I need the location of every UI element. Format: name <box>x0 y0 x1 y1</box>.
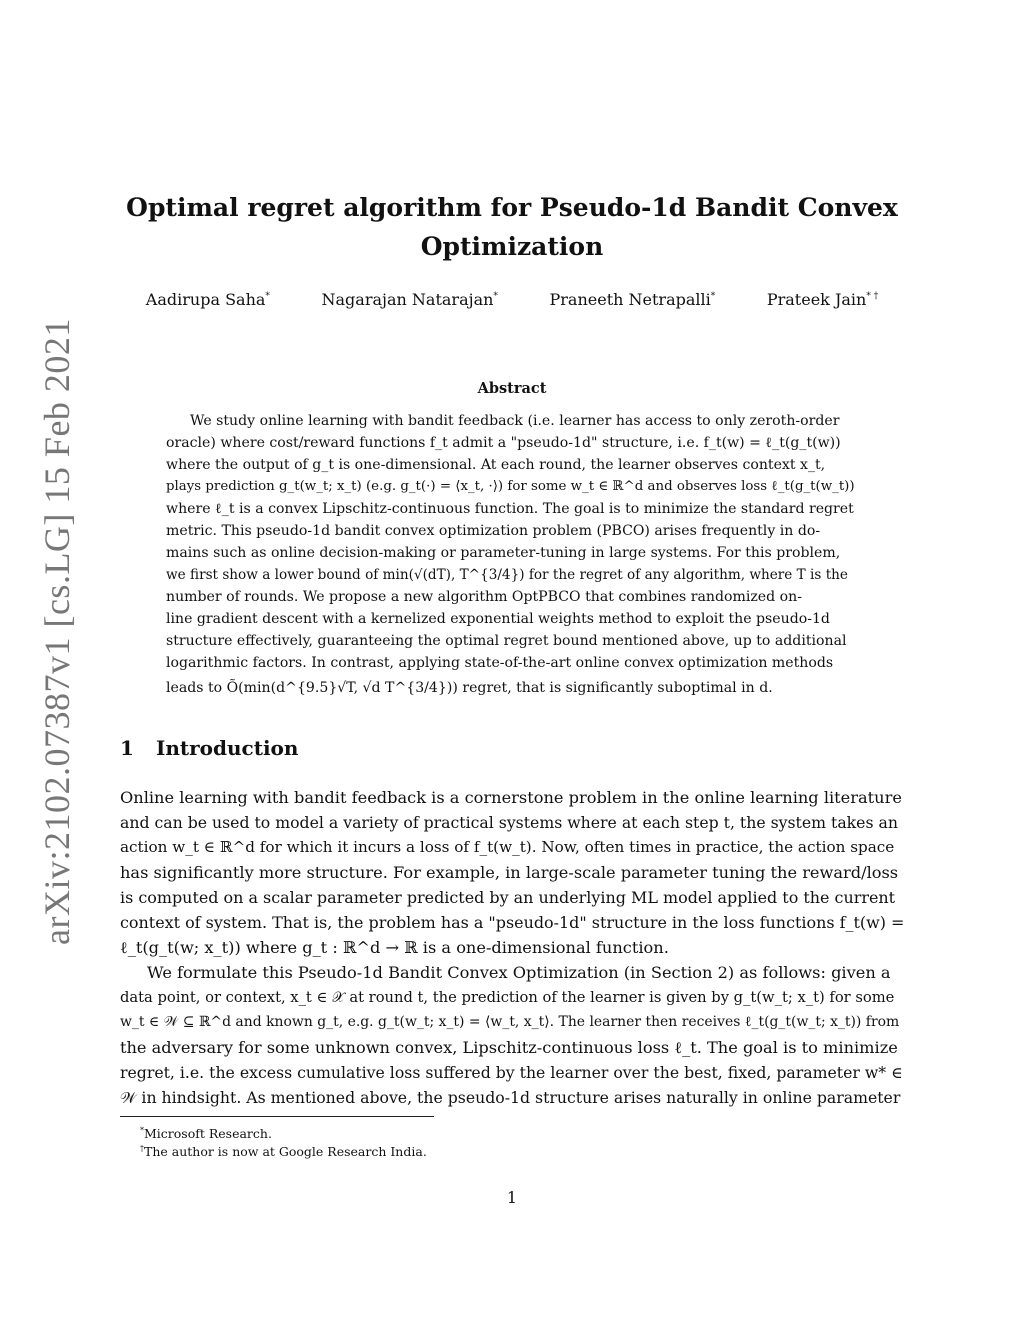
abstract-line: logarithmic factors. In contrast, applying state-of-the-art online convex optimization methods <box>166 655 834 671</box>
abstract-line: line gradient descent with a kernelized exponential weights method to exploit the pseudo-1d <box>166 611 830 627</box>
footnote-mark: † <box>140 1144 144 1153</box>
body-line: ℓ_t(g_t(w; x_t)) where g_t : ℝ^d → ℝ is a one-dimensional function. <box>120 938 669 957</box>
body-line: the adversary for some unknown convex, Lipschitz-continuous loss ℓ_t. The goal is to minimize <box>120 1038 898 1057</box>
footnote-text: Microsoft Research. <box>144 1126 272 1142</box>
author-mark: * <box>710 291 716 302</box>
body-line: and can be used to model a variety of practical systems where at each step t, the system takes an <box>120 813 898 832</box>
author-mark: * <box>493 291 498 302</box>
abstract-line: structure effectively, guaranteeing the optimal regret bound mentioned above, up to additional <box>166 633 847 649</box>
abstract-line: number of rounds. We propose a new algorithm OptPBCO that combines randomized on- <box>166 589 802 605</box>
abstract-line: oracle) where cost/reward functions f_t admit a "pseudo-1d" structure, i.e. f_t(w) = ℓ_t(g_t(w)) <box>166 435 841 451</box>
body-line: data point, or context, x_t ∈ 𝒳 at round t, the prediction of the learner is given by g_t(w_t; x_t) for some <box>120 989 895 1006</box>
abstract-heading: Abstract <box>477 380 547 397</box>
author-name: Nagarajan Natarajan <box>321 290 494 309</box>
abstract-line: where ℓ_t is a convex Lipschitz-continuous function. The goal is to minimize the standard regret <box>166 501 854 517</box>
author-mark: * † <box>866 291 879 302</box>
footnote-mark: * <box>140 1126 144 1135</box>
abstract-line: We study online learning with bandit feedback (i.e. learner has access to only zeroth-order <box>190 413 840 429</box>
author-name: Prateek Jain <box>766 290 867 309</box>
body-line: action w_t ∈ ℝ^d for which it incurs a loss of f_t(w_t). Now, often times in practice, the action space <box>120 838 895 856</box>
abstract-line: where the output of g_t is one-dimensional. At each round, the learner observes context x_t, <box>166 457 826 473</box>
abstract-line: metric. This pseudo-1d bandit convex optimization problem (PBCO) arises frequently in do- <box>166 523 821 539</box>
abstract-line: we first show a lower bound of min(√(dT), T^{3/4}) for the regret of any algorithm, where T is the <box>166 567 848 583</box>
title-line-1: Optimal regret algorithm for Pseudo-1d Bandit Convex <box>126 193 898 222</box>
author <box>146 290 270 309</box>
section-heading <box>120 736 298 760</box>
author-list <box>120 290 904 309</box>
author-name: Praneeth Netrapalli <box>549 290 711 309</box>
section-number: 1 <box>120 736 134 760</box>
abstract-line: plays prediction g_t(w_t; x_t) (e.g. g_t(·) = ⟨x_t, ·⟩) for some w_t ∈ ℝ^d and observes loss ℓ_t(g_t(w_t)) <box>166 479 855 494</box>
arxiv-identifier: arXiv:2102.07387v1 [cs.LG] 15 Feb 2021 <box>37 318 77 945</box>
title-line-2: Optimization <box>420 232 604 261</box>
page-number: 1 <box>506 1188 518 1207</box>
footnote-rule <box>120 1116 434 1117</box>
body-line: context of system. That is, the problem has a "pseudo-1d" structure in the loss functions f_t(w) = <box>120 913 905 932</box>
footnote <box>140 1140 427 1161</box>
body-line: has significantly more structure. For example, in large-scale parameter tuning the reward/loss <box>120 863 899 882</box>
body-line: w_t ∈ 𝒲 ⊆ ℝ^d and known g_t, e.g. g_t(w_t; x_t) = ⟨w_t, x_t⟩. The learner then receives ℓ_t(g_t(w_t; x_t)) from <box>120 1014 900 1030</box>
body-line: regret, i.e. the excess cumulative loss suffered by the learner over the best, fixed, parameter w* ∈ <box>120 1063 903 1082</box>
author-name: Aadirupa Saha <box>145 290 266 309</box>
body-line: 𝒲 in hindsight. As mentioned above, the pseudo-1d structure arises naturally in online parameter <box>120 1088 901 1107</box>
author-mark: * <box>265 291 270 302</box>
body-line: is computed on a scalar parameter predicted by an underlying ML model applied to the current <box>120 888 896 907</box>
section-title: Introduction <box>156 736 299 760</box>
body-line: Online learning with bandit feedback is a cornerstone problem in the online learning literature <box>120 788 902 807</box>
body-line: We formulate this Pseudo-1d Bandit Convex Optimization (in Section 2) as follows: given a <box>147 963 891 982</box>
footnote-text: The author is now at Google Research India. <box>144 1144 427 1160</box>
author <box>767 290 878 309</box>
paper-title <box>120 188 904 266</box>
author <box>550 290 716 309</box>
author <box>322 290 498 309</box>
abstract-line: leads to Õ(min(d^{9.5}√T, √d T^{3/4})) regret, that is significantly suboptimal in d. <box>166 680 773 696</box>
abstract-line: mains such as online decision-making or parameter-tuning in large systems. For this problem, <box>166 545 841 561</box>
